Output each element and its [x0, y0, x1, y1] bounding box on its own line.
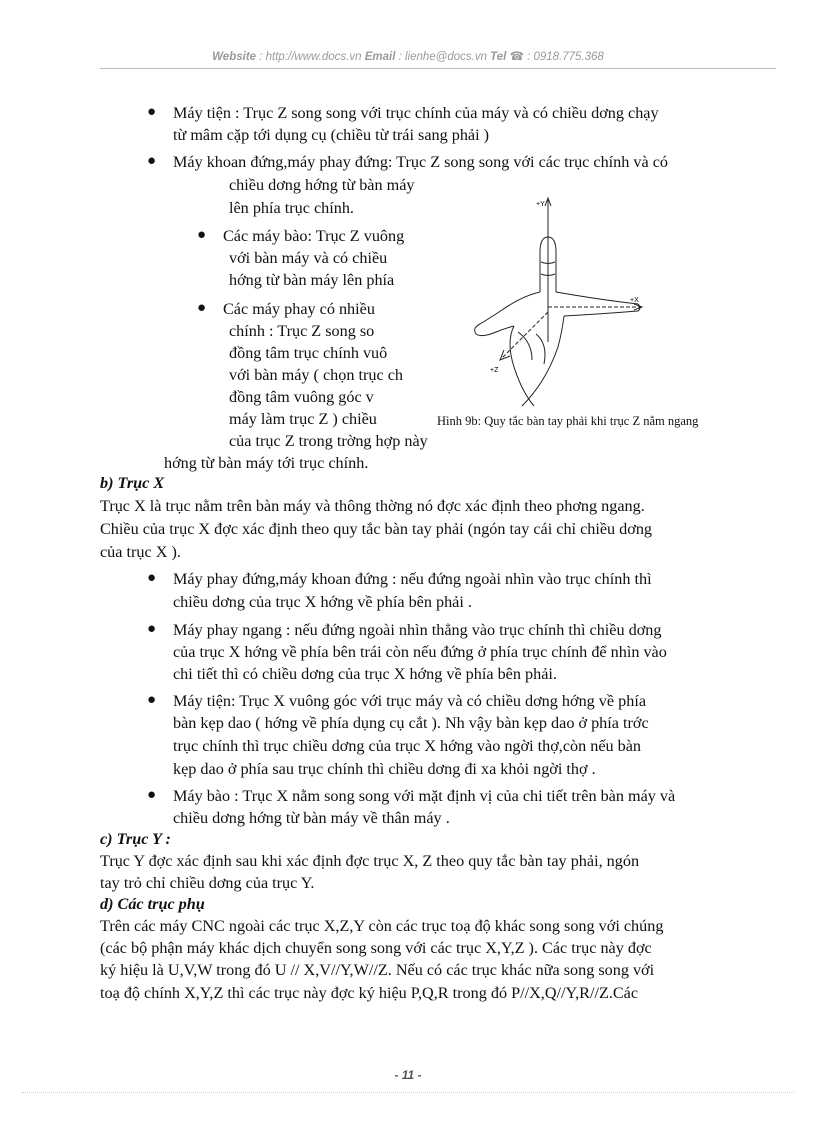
bullet-icon: ● [147, 621, 157, 637]
z-bullet4-line4: với bàn máy ( chọn trục ch [229, 366, 403, 384]
x-para-line2: Chiều của trục X đợc xác định theo quy tắc bàn tay phải (ngón tay cái chỉ chiều dơng [100, 520, 653, 538]
y-para-line1: Trục Y đợc xác định sau khi xác định đợc trục X, Z theo quy tắc bàn tay phải, ngón [100, 852, 640, 870]
right-hand-rule-figure [462, 192, 676, 412]
x-bullet3-line1: Máy tiện: Trục X vuông góc với trục máy và có chiều dơng hớng về phía [173, 692, 647, 710]
z-bullet3-line2: với bàn máy và có chiều [229, 249, 388, 267]
z-bullet4-line6: máy làm trục Z ) chiều [229, 410, 377, 428]
z-bullet4-line7: của trục Z trong trờng hợp này [229, 432, 428, 450]
heading-y-axis: c) Trục Y : [100, 830, 171, 848]
aux-para-line3: ký hiệu là U,V,W trong đó U // X,V//Y,W//Z. Nếu có các trục khác nữa song song với [100, 961, 655, 979]
heading-aux-axes: d) Các trục phụ [100, 895, 205, 913]
x-bullet4-line2: chiều dơng hớng từ bàn máy về thân máy . [173, 809, 450, 827]
x-axis-label: +X [630, 297, 639, 304]
y-para-line2: tay trỏ chỉ chiều dơng của trục Y. [100, 874, 315, 892]
z-axis-line [502, 312, 548, 358]
x-bullet1-line2: chiều dơng của trục X hớng về phía bên phải . [173, 593, 472, 611]
figure-caption: Hình 9b: Quy tắc bàn tay phải khi trục Z nằm ngang [437, 414, 699, 428]
z-bullet4-line1: Các máy phay có nhiều [223, 300, 375, 318]
bullet-icon: ● [147, 104, 157, 120]
x-bullet2-line2: của trục X hớng về phía bên trái còn nếu đứng ở phía trục chính để nhìn vào [173, 643, 667, 661]
website-value: : http://www.docs.vn [256, 51, 365, 63]
email-label: Email [364, 51, 396, 63]
footer-divider [22, 1092, 794, 1093]
x-bullet2-line1: Máy phay ngang : nếu đứng ngoài nhìn thẳng vào trục chính thì chiều dơng [173, 621, 662, 639]
thumb [475, 292, 540, 336]
x-bullet1-line1: Máy phay đứng,máy khoan đứng : nếu đứng ngoài nhìn vào trục chính thì [173, 570, 652, 588]
x-bullet3-line2: bàn kẹp dao ( hớng về phía dụng cụ cắt ). Nh vậy bàn kẹp dao ở phía trớc [173, 714, 649, 732]
z-bullet4-line5: đồng tâm vuông góc v [229, 388, 374, 406]
z-bullet4-line2: chính : Trục Z song so [229, 322, 375, 340]
aux-para-line2: (các bộ phận máy khác dịch chuyển song song với các trục X,Y,Z ). Các trục này đợc [100, 939, 652, 957]
z-bullet2-line1: Máy khoan đứng,máy phay đứng: Trục Z song song với các trục chính và có [173, 153, 669, 171]
z-bullet2-line3: lên phía trục chính. [229, 199, 354, 217]
z-bullet4-line8: hớng từ bàn máy tới trục chính. [164, 454, 369, 472]
z-bullet3-line3: hớng từ bàn máy lên phía [229, 271, 395, 289]
x-para-line1: Trục X là trục nằm trên bàn máy và thông thờng nó đợc xác định theo phơng ngang. [100, 497, 645, 515]
x-bullet3-line3: trục chính thì trục chiều dơng của trục X hớng vào ngời thợ,còn nếu bàn [173, 737, 642, 755]
email-value: : lienhe@docs.vn [395, 51, 491, 63]
z-bullet3-line1: Các máy bào: Trục Z vuông [223, 227, 405, 245]
bullet-icon: ● [147, 787, 157, 803]
z-bullet2-line2: chiều dơng hớng từ bàn máy [229, 176, 415, 194]
y-axis-label: +Y [536, 201, 545, 208]
tel-label: Tel [490, 51, 507, 63]
heading-x-axis: b) Trục X [100, 474, 165, 492]
website-label: Website [212, 51, 257, 63]
bullet-icon: ● [147, 153, 157, 169]
curled-fingers [518, 332, 545, 364]
tel-value: ☎ : 0918.775.368 [506, 51, 604, 63]
middle-finger [556, 292, 640, 316]
z-bullet1-line2: từ mâm cặp tới dụng cụ (chiều từ trái sang phải ) [173, 126, 490, 144]
z-bullet1-line1: Máy tiện : Trục Z song song với trục chính của máy và có chiều dơng chạy [173, 104, 659, 122]
palm-right-edge [522, 316, 564, 406]
x-bullet4-line1: Máy bào : Trục X nằm song song với mặt định vị của chi tiết trên bàn máy và [173, 787, 676, 805]
aux-para-line1: Trên các máy CNC ngoài các trục X,Z,Y còn các trục toạ độ khác song song với chúng [100, 917, 664, 935]
x-bullet3-line4: kẹp dao ở phía sau trục chính thì chiều dơng đi xa khỏi ngời thợ . [173, 760, 596, 778]
aux-para-line4: toạ độ chính X,Y,Z thì các trục này đợc ký hiệu P,Q,R trong đó P//X,Q//Y,R//Z.Các [100, 984, 639, 1002]
header-divider [100, 68, 776, 69]
bullet-icon: ● [197, 227, 207, 243]
page-number: - 11 - [394, 1068, 422, 1082]
bullet-icon: ● [147, 692, 157, 708]
bullet-icon: ● [147, 570, 157, 586]
x-para-line3: của trục X ). [100, 543, 181, 561]
bullet-icon: ● [197, 300, 207, 316]
x-bullet2-line3: chi tiết thì có chiều dơng của trục X hớng về phía bên phải. [173, 665, 557, 683]
z-bullet4-line3: đồng tâm trục chính vuô [229, 344, 388, 362]
z-axis-label: +Z [490, 367, 499, 374]
page-header [0, 49, 816, 63]
